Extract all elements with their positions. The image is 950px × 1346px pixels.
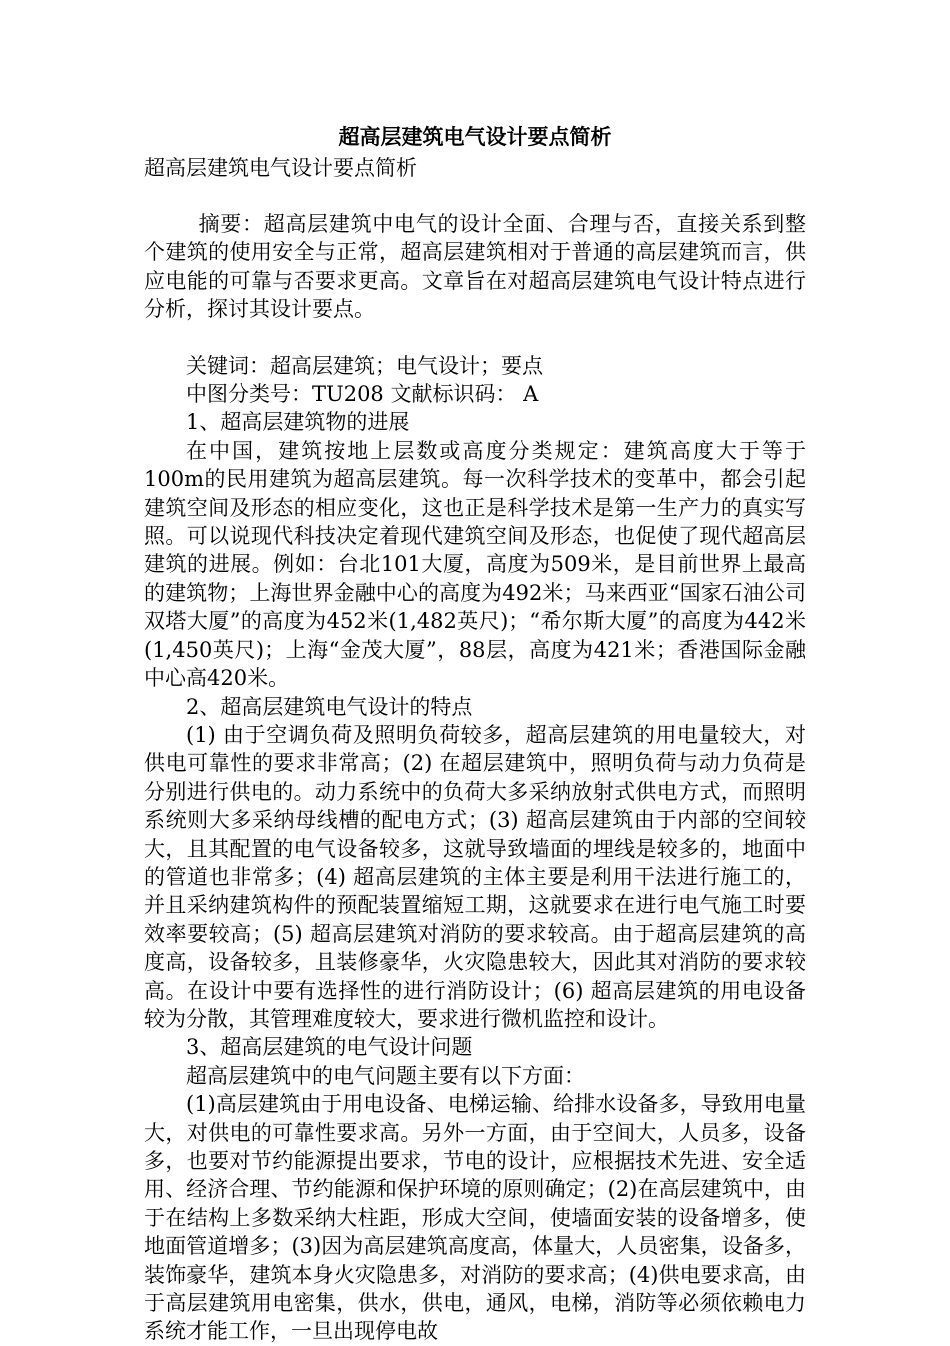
keywords-line: 关键词：超高层建筑；电气设计；要点 [186, 353, 543, 378]
section-3-heading: 3、超高层建筑的电气设计问题 [186, 1035, 473, 1060]
blank-line [144, 324, 806, 352]
section-3-body: (1)高层建筑由于用电设备、电梯运输、给排水设备多，导致用电量大，对供电的可靠性要求高。另外一方面，由于空间大，人员多，设备多，也要对节约能源提出要求，节电的设计，应根据技术先进、安全适用、经济合理、节约能源和保护环境的原则确定；(2)在高层建筑中，由于在结构上多数采纳大柱距，形成大空间，使墙面安装的设备增多，使地面管道增多；(3)因为高层建筑高度高，体量大，人员密集，设备多，装饰豪华，建筑本身火灾隐患多，对消防的要求高；(4)供电要求高，由于高层建筑用电密集，供水，供电，通风，电梯，消防等必须依赖电力系统才能工作，一旦出现停电故 [144, 1092, 806, 1344]
classification-line: 中图分类号：TU208 文献标识码： A [186, 382, 539, 407]
section-1-body: 在中国，建筑按地上层数或高度分类规定：建筑高度大于等于100m的民用建筑为超高层建筑。每一次科学技术的变革中，都会引起建筑空间及形态的相应变化，这也正是科学技术是第一生产力的真实写照。可以说现代科技决定着现代建筑空间及形态，也促使了现代超高层建筑的进展。例如：台北101大厦，高度为509米，是目前世界上最高的建筑物；上海世界金融中心的高度为492米；马来西亚“国家石油公司双塔大厦”的高度为452米(1,482英尺)；“希尔斯大厦”的高度为442米(1,450英尺)；上海“金茂大厦”，88层，高度为421米；香港国际金融中心高420米。 [144, 438, 806, 691]
section-2-heading: 2、超高层建筑电气设计的特点 [186, 694, 473, 719]
document-page [144, 120, 806, 1346]
section-1-heading: 1、超高层建筑物的进展 [186, 410, 410, 435]
abstract-paragraph: 摘要：超高层建筑中电气的设计全面、合理与否，直接关系到整个建筑的使用安全与正常，超高层建筑相对于普通的高层建筑而言，供应电能的可靠与否要求更高。文章旨在对超高层建筑电气设计特点进行分析，探讨其设计要点。 [144, 212, 806, 322]
section-2-body: (1) 由于空调负荷及照明负荷较多，超高层建筑的用电量较大，对供电可靠性的要求非常高；(2) 在超层建筑中，照明负荷与动力负荷是分别进行供电的。动力系统中的负荷大多采纳放射式供电方式，而照明系统则大多采纳母线槽的配电方式；(3) 超高层建筑由于内部的空间较大，且其配置的电气设备较多，这就导致墙面的埋线是较多的，地面中的管道也非常多；(4) 超高层建筑的主体主要是利用干法进行施工的，并且采纳建筑构件的预配装置缩短工期，这就要求在进行电气施工时要效率要较高；(5) 超高层建筑对消防的要求较高。由于超高层建筑的高度高，设备较多，且装修豪华，火灾隐患较大，因此其对消防的要求较高。在设计中要有选择性的进行消防设计；(6) 超高层建筑的用电设备较为分散，其管理难度较大，要求进行微机监控和设计。 [144, 722, 806, 1031]
document-subtitle: 超高层建筑电气设计要点简析 [144, 156, 417, 180]
section-3-intro: 超高层建筑中的电气问题主要有以下方面： [186, 1063, 585, 1088]
document-title: 超高层建筑电气设计要点简析 [338, 124, 612, 149]
blank-line [144, 182, 806, 210]
